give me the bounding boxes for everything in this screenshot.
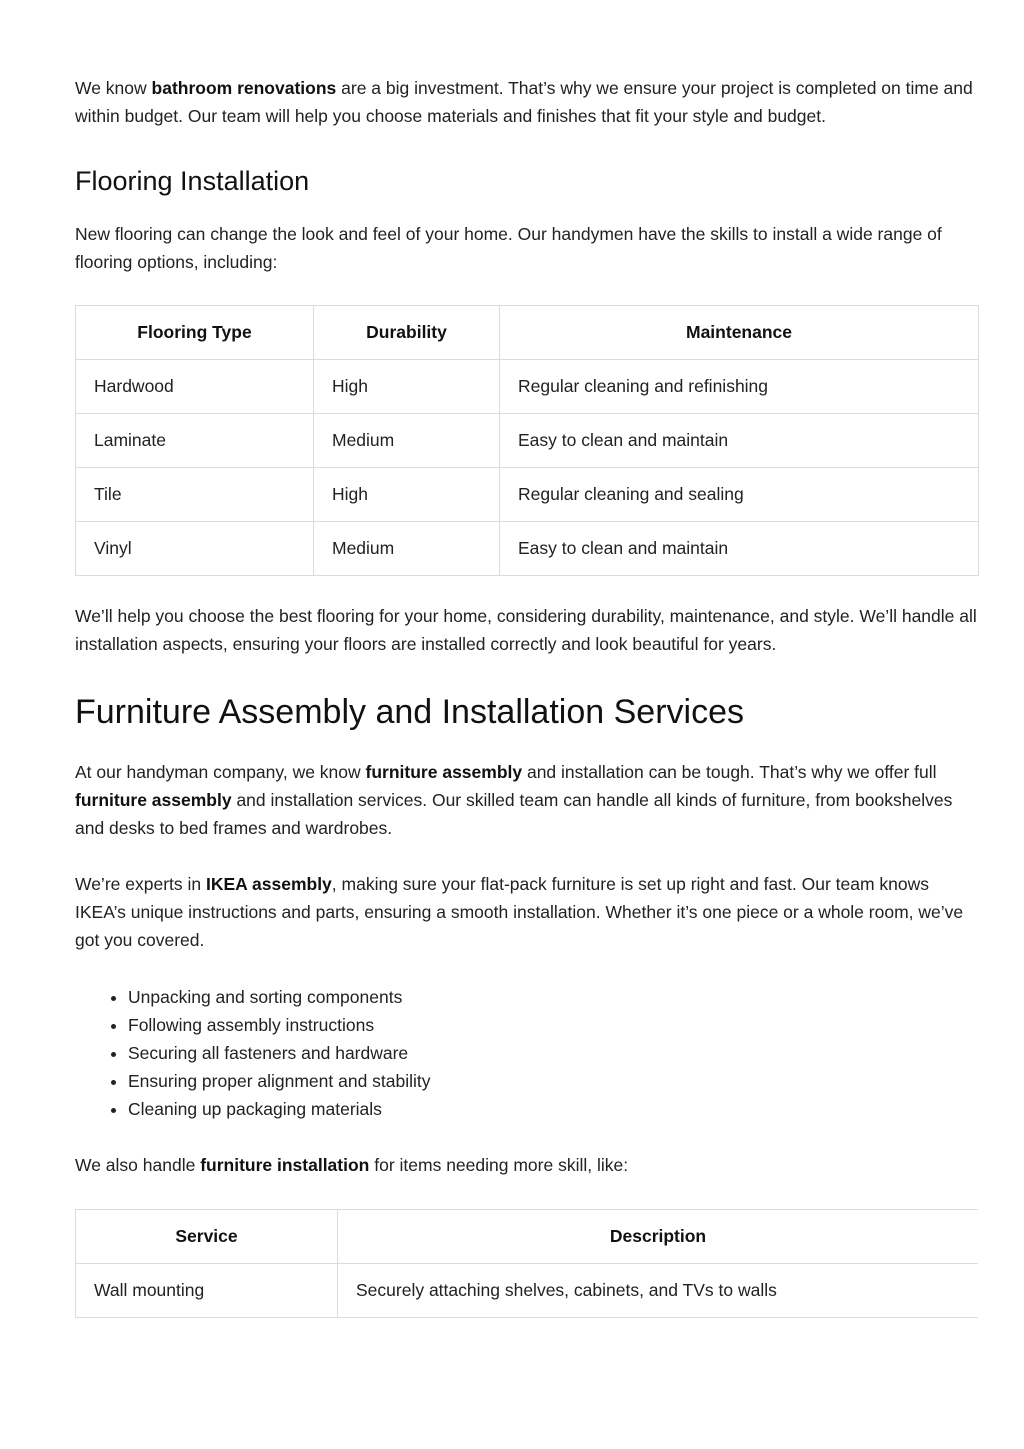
- table-header: Maintenance: [500, 306, 979, 360]
- flooring-intro: New flooring can change the look and feel of your home. Our handymen have the skills to install a wide range of flooring options, including:: [75, 223, 942, 272]
- table-cell: Wall mounting: [76, 1263, 338, 1317]
- bold-phrase: bathroom renovations: [151, 78, 337, 98]
- table-header-row: [76, 1209, 979, 1263]
- table-cell: Regular cleaning and sealing: [500, 468, 979, 522]
- flooring-table: [75, 305, 979, 576]
- table-header-row: [76, 306, 979, 360]
- table-cell: Hardwood: [76, 360, 314, 414]
- table-cell: Easy to clean and maintain: [500, 414, 979, 468]
- table-cell: Medium: [314, 414, 500, 468]
- table-row: [76, 1263, 979, 1317]
- list-item: • Securing all fasteners and hardware: [128, 1039, 978, 1067]
- table-cell: Medium: [314, 522, 500, 576]
- list-item: • Following assembly instructions: [128, 1011, 978, 1039]
- furniture-heading: Furniture Assembly and Installation Services: [75, 692, 744, 731]
- table-cell: Vinyl: [76, 522, 314, 576]
- article-body: [75, 74, 978, 1319]
- furniture-paragraph-1: At our handyman company, we know furniture assembly and installation can be tough. That’s why we offer full furniture assembly and installation services. Our skilled team can handle all kinds of furniture, from bookshelves and desks to bed frames and wardrobes.: [75, 761, 953, 839]
- flooring-outro: We’ll help you choose the best flooring for your home, considering durability, maintenance, and style. We’ll handle all installation aspects, ensuring your floors are installed correctly and look beautiful for years.: [75, 606, 977, 655]
- table-cell: High: [314, 360, 500, 414]
- table-row: [76, 468, 979, 522]
- table-cell: Easy to clean and maintain: [500, 522, 979, 576]
- furniture-paragraph-3: We also handle furniture installation for items needing more skill, like:: [75, 1154, 629, 1175]
- table-cell: Laminate: [76, 414, 314, 468]
- list-item: • Unpacking and sorting components: [128, 983, 978, 1011]
- list-item: • Cleaning up packaging materials: [128, 1095, 978, 1123]
- bold-phrase: furniture installation: [200, 1154, 370, 1175]
- flooring-heading: Flooring Installation: [75, 165, 310, 196]
- table-cell: Tile: [76, 468, 314, 522]
- table-cell: Regular cleaning and refinishing: [500, 360, 979, 414]
- bold-phrase: furniture assembly: [75, 790, 232, 811]
- table-cell: Securely attaching shelves, cabinets, and TVs to walls: [338, 1263, 979, 1317]
- bold-phrase: furniture assembly: [365, 761, 523, 782]
- assembly-steps-list: [75, 983, 978, 1123]
- table-header: Service: [76, 1209, 338, 1263]
- services-table: [75, 1209, 978, 1318]
- table-header: Flooring Type: [76, 306, 314, 360]
- table-row: [76, 414, 979, 468]
- services-table-wrapper: [75, 1209, 978, 1319]
- furniture-paragraph-2: We’re experts in IKEA assembly, making sure your flat-pack furniture is set up right and fast. Our team knows IKEA’s unique instructions and parts, ensuring a smooth installation. Whether it’s one piece or a whole room, we’ve got you covered.: [75, 873, 964, 951]
- table-cell: High: [314, 468, 500, 522]
- table-header: Durability: [314, 306, 500, 360]
- table-row: [76, 360, 979, 414]
- table-header: Description: [338, 1209, 979, 1263]
- intro-paragraph: We know bathroom renovations are a big investment. That’s why we ensure your project is completed on time and within budget. Our team will help you choose materials and finishes that fit your style and budget.: [75, 78, 973, 127]
- bold-phrase: IKEA assembly: [205, 873, 332, 894]
- table-row: [76, 522, 979, 576]
- list-item: • Ensuring proper alignment and stability: [128, 1067, 978, 1095]
